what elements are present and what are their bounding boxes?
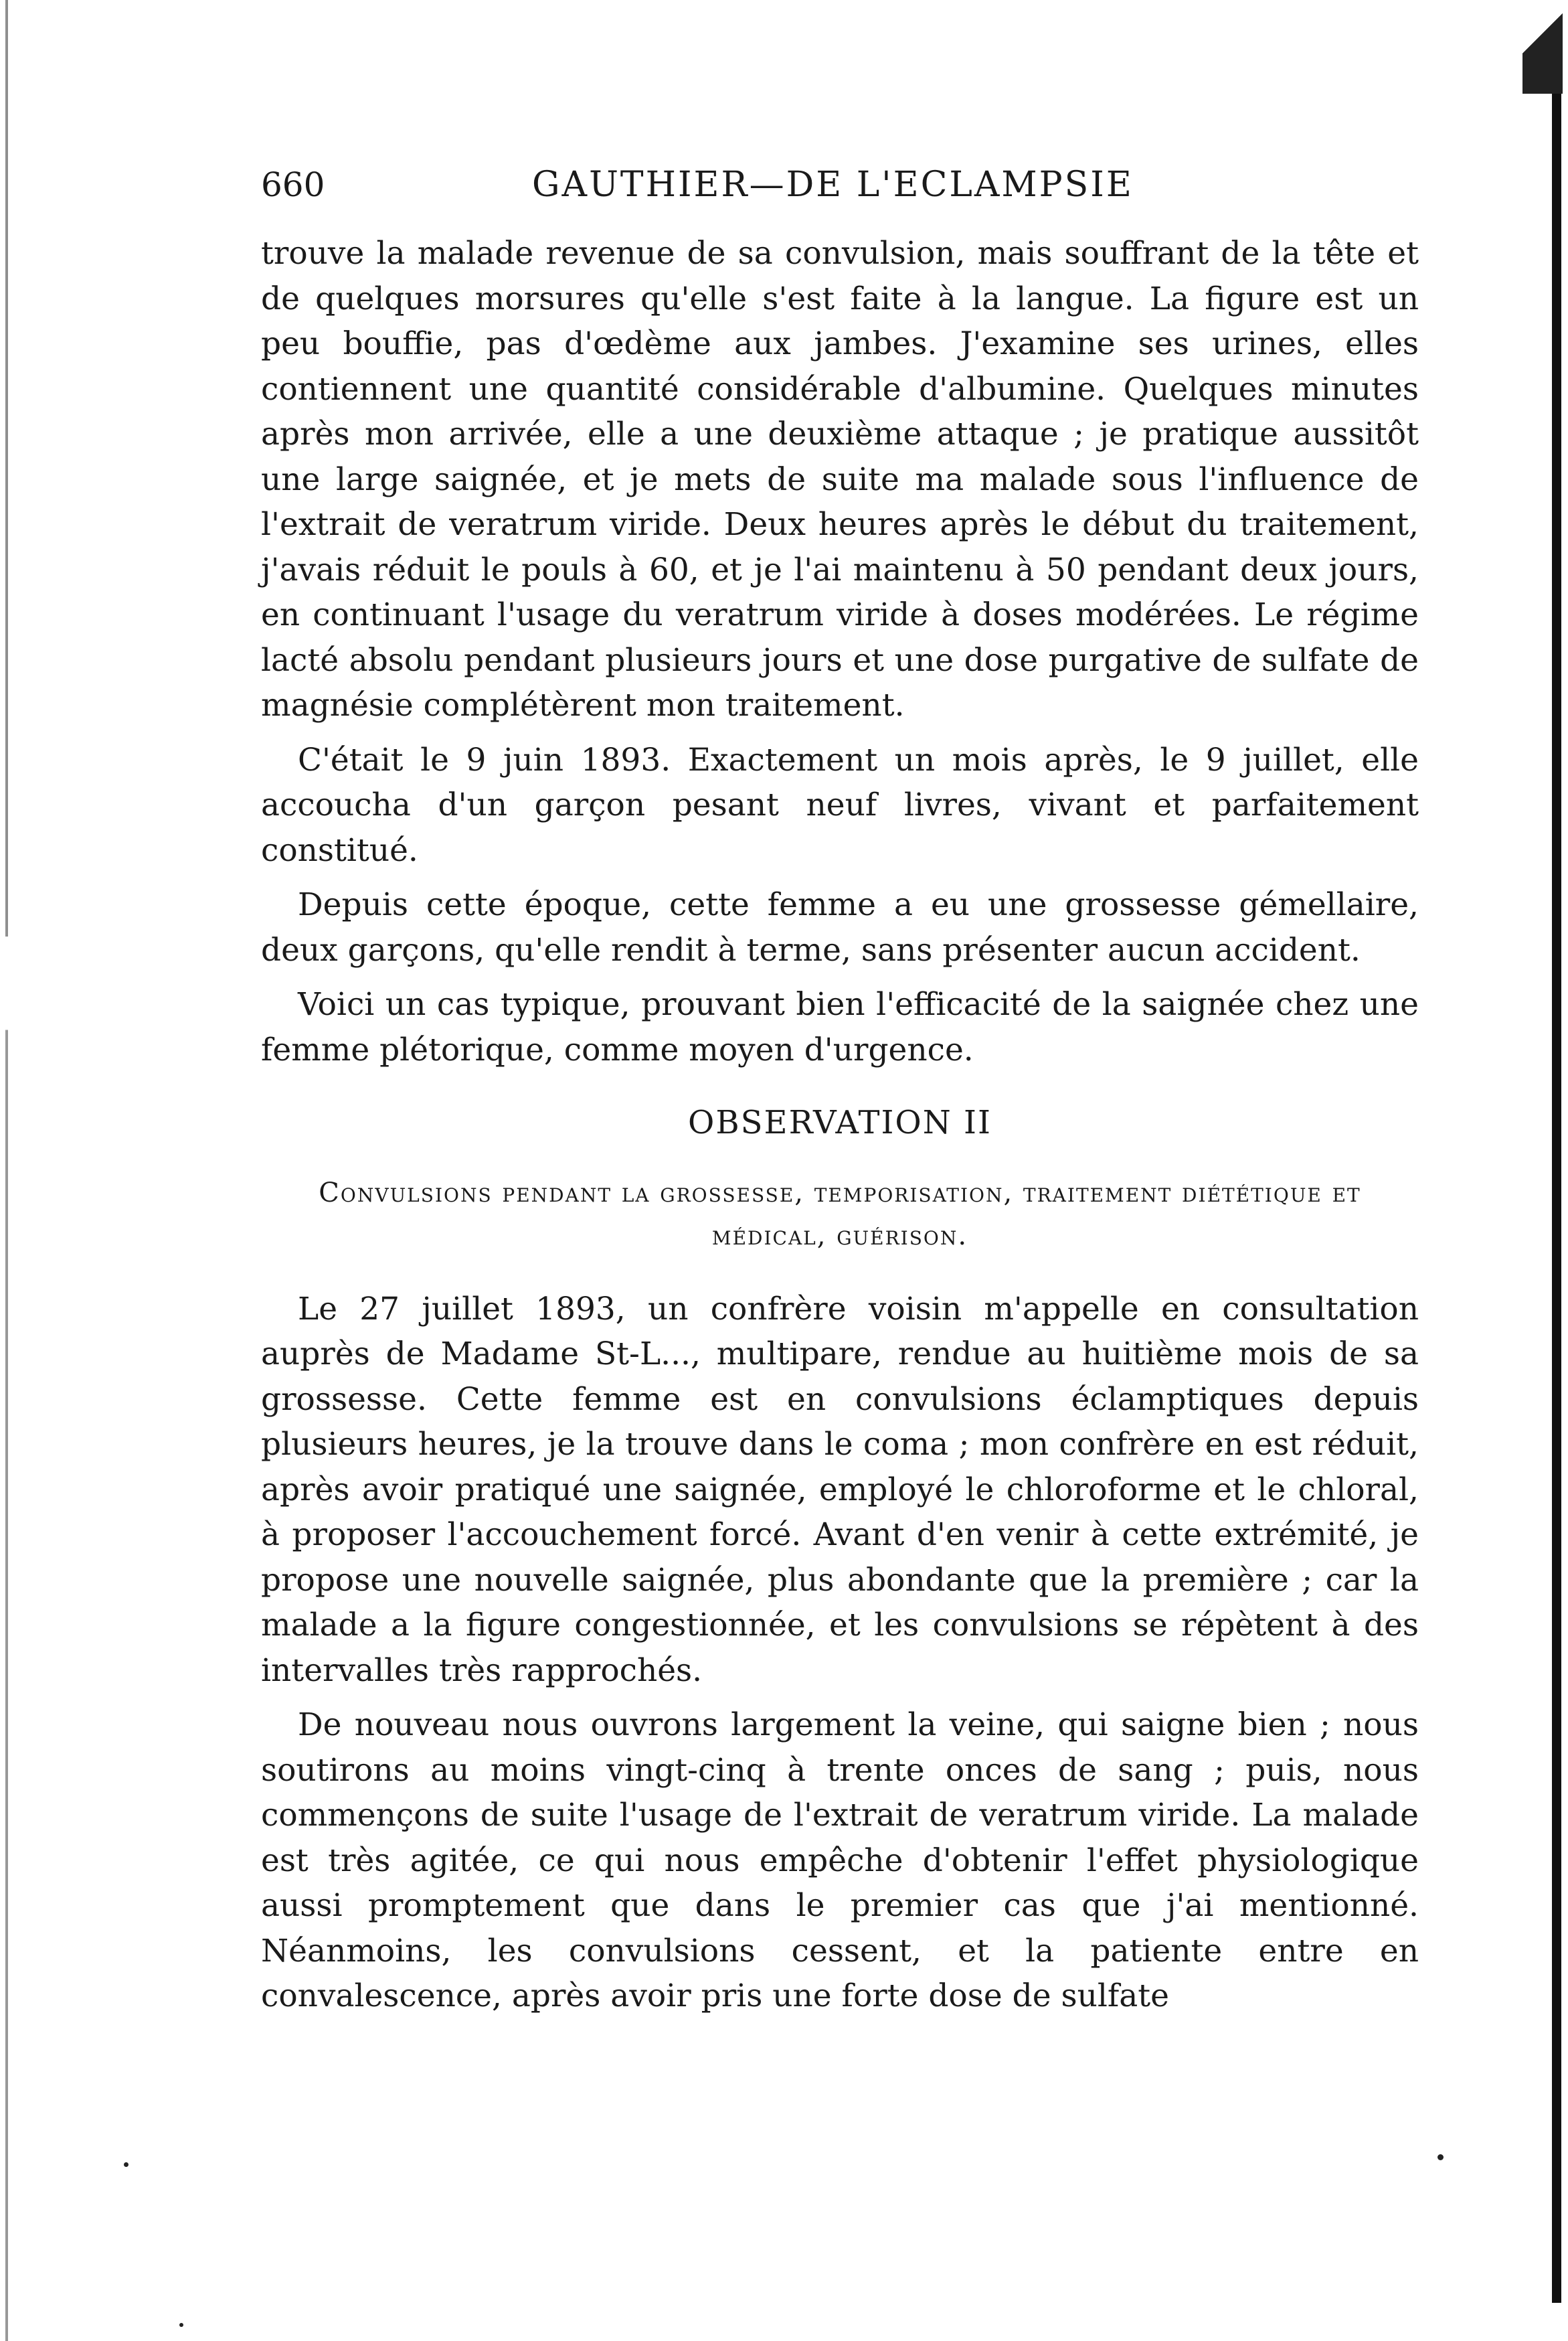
scan-speck xyxy=(1438,2154,1444,2160)
page-number: 660 xyxy=(261,165,325,204)
paragraph-4: Voici un cas typique, prouvant bien l'efficacité de la saignée chez une femme plétorique, comme moyen d'urgence. xyxy=(261,986,1419,1068)
running-title: GAUTHIER—DE L'ECLAMPSIE xyxy=(532,165,1134,205)
right-page-edge xyxy=(1552,40,1561,2303)
observation-title: OBSERVATION II xyxy=(688,1104,992,1141)
paragraph-1: trouve la malade revenue de sa convulsion, mais souffrant de la tête et de quelques morsures qu'elle s'est faite à la langue. La figure est un peu bouffie, pas d'œdème aux jambes. J'examine ses urines, elles contiennent une quantité considérable d'albumine. Quelques minutes après mon arrivée, elle a une deuxième attaque ; je pratique aussitôt une large saignée, et je mets de suite ma malade sous l'influence de l'extrait de veratrum viride. Deux heures après le début du traitement, j'avais réduit le pouls à 60, et je l'ai maintenu à 50 pendant deux jours, en continuant l'usage du veratrum viride à doses modérées. Le régime lacté absolu pendant plusieurs jours et une dose purgative de sulfate de magnésie complétèrent mon traitement. xyxy=(261,235,1419,724)
paragraph-5: Le 27 juillet 1893, un confrère voisin m'appelle en consultation auprès de Madame St-L..., multipare, rendue au huitième mois de sa grossesse. Cette femme est en convulsions éclamptiques depuis plusieurs heures, je la trouve dans le coma ; mon confrère en est réduit, après avoir pratiqué une saignée, employé le chloroforme et le chloral, à proposer l'accouchement forcé. Avant d'en venir à cette extrémité, je propose une nouvelle saignée, plus abondante que la première ; car la malade a la figure congestionnée, et les convulsions se répètent à des intervalles très rapprochés. xyxy=(261,1290,1419,1689)
paragraph-3: Depuis cette époque, cette femme a eu une grossesse gémellaire, deux garçons, qu'elle rendit à terme, sans présenter aucun accident. xyxy=(261,886,1419,969)
scan-speck xyxy=(179,2323,183,2327)
paragraph-6: De nouveau nous ouvrons largement la veine, qui saigne bien ; nous soutirons au moins vingt-cinq à trente onces de sang ; puis, nous commençons de suite l'usage de l'extrait de veratrum viride. La malade est très agitée, ce qui nous empêche d'obtenir l'effet physiologique aussi promptement que dans le premier cas que j'ai mentionné. Néanmoins, les convulsions cessent, et la patiente entre en convalescence, après avoir pris une forte dose de sulfate xyxy=(261,1706,1419,2014)
paragraph-2: C'était le 9 juin 1893. Exactement un mois après, le 9 juillet, elle accoucha d'un garçon pesant neuf livres, vivant et parfaitement constitué. xyxy=(261,741,1419,869)
scan-speck xyxy=(124,2162,128,2167)
page-header xyxy=(261,158,1419,212)
body-text xyxy=(261,231,1419,2019)
observation-subtitle: Convulsions pendant la grossesse, temporisation, traitement diététique et médical, guérison. xyxy=(319,1177,1361,1251)
right-page-corner xyxy=(1522,0,1563,94)
left-page-edge xyxy=(5,0,8,2341)
